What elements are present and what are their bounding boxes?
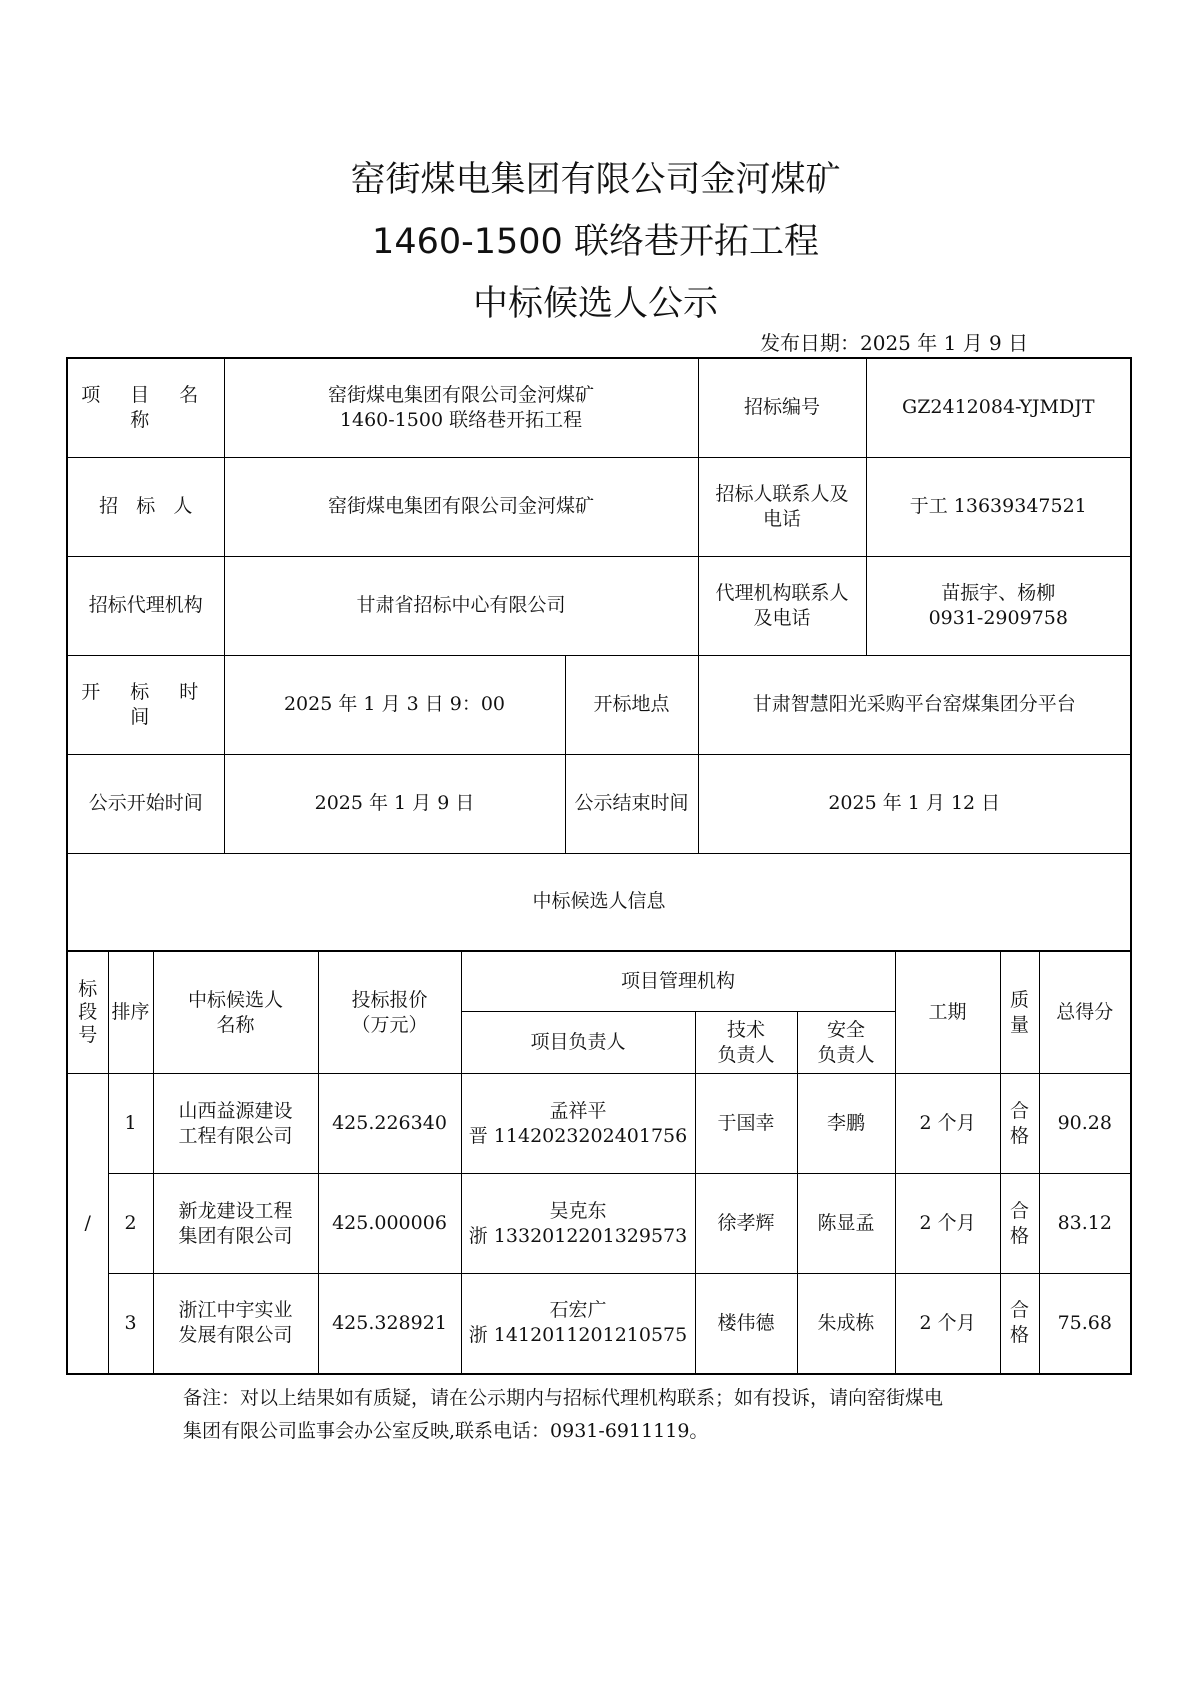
candidate-pm-name: 孟祥平 <box>549 1099 607 1122</box>
candidate-pm <box>461 1174 695 1274</box>
candidate-score: 83.12 <box>1039 1174 1131 1274</box>
candidate-safety: 李鹏 <box>797 1074 895 1174</box>
row-open-time <box>67 655 1131 754</box>
open-place-value: 甘肃智慧阳光采购平台窑煤集团分平台 <box>698 655 1131 754</box>
candidate-safety: 朱成栋 <box>797 1274 895 1374</box>
project-name-value <box>224 358 698 457</box>
tenderer-contact-label-line-2: 电话 <box>763 507 802 530</box>
candidate-quality <box>1000 1274 1039 1374</box>
candidate-rank: 2 <box>108 1174 153 1274</box>
col-section-no-label: 标段号 <box>78 978 98 1046</box>
row-candidates-header <box>67 853 1131 951</box>
candidate-rank: 1 <box>108 1074 153 1174</box>
tenderer-label: 招 标 人 <box>67 457 224 556</box>
tender-no-label: 招标编号 <box>698 358 866 457</box>
col-name <box>153 952 318 1074</box>
col-bid <box>318 952 461 1074</box>
col-safety-line-1: 安全 <box>827 1018 866 1041</box>
candidate-period: 2 个月 <box>895 1274 1000 1374</box>
col-tech <box>695 1012 797 1074</box>
agency-label: 招标代理机构 <box>67 556 224 655</box>
candidate-period: 2 个月 <box>895 1174 1000 1274</box>
tenderer-value: 窑街煤电集团有限公司金河煤矿 <box>224 457 698 556</box>
agency-contact-value <box>866 556 1131 655</box>
col-rank: 排序 <box>108 952 153 1074</box>
col-score: 总得分 <box>1039 952 1131 1074</box>
col-section-no <box>67 952 108 1074</box>
candidate-pm-name: 吴克东 <box>549 1199 607 1222</box>
project-name-line-2: 1460-1500 联络巷开拓工程 <box>339 408 583 431</box>
project-name-label: 项 目 名 称 <box>67 358 224 457</box>
agency-contact-label-line-2: 及电话 <box>753 606 811 629</box>
tenderer-contact-label-line-1: 招标人联系人及 <box>715 482 849 505</box>
candidate-pm-cert: 浙 1332012201329573 <box>468 1224 688 1247</box>
candidate-pm-name: 石宏广 <box>549 1299 607 1322</box>
tenderer-contact-value: 于工 13639347521 <box>866 457 1131 556</box>
col-tech-line-2: 负责人 <box>717 1043 775 1066</box>
publicity-start-value: 2025 年 1 月 9 日 <box>224 754 565 853</box>
row-publicity <box>67 754 1131 853</box>
candidates-header-row-1 <box>67 952 1131 1012</box>
candidate-name-line-2: 发展有限公司 <box>178 1324 293 1347</box>
candidate-quality-value: 合格 <box>1010 1099 1030 1147</box>
publicity-end-label: 公示结束时间 <box>565 754 698 853</box>
candidate-rank: 3 <box>108 1274 153 1374</box>
project-name-line-1: 窑街煤电集团有限公司金河煤矿 <box>328 383 595 406</box>
candidate-quality <box>1000 1074 1039 1174</box>
candidate-bid: 425.226340 <box>318 1074 461 1174</box>
remarks-line-2: 集团有限公司监事会办公室反映,联系电话：0931-6911119。 <box>183 1420 709 1442</box>
col-bid-line-1: 投标报价 <box>351 988 428 1011</box>
col-name-line-1: 中标候选人 <box>187 988 283 1011</box>
col-bid-line-2: （万元） <box>351 1013 428 1036</box>
col-pm-org: 项目管理机构 <box>461 952 895 1012</box>
agency-contact-phone: 0931-2909758 <box>928 606 1068 629</box>
open-time-value: 2025 年 1 月 3 日 9：00 <box>224 655 565 754</box>
title-line-3: 中标候选人公示 <box>472 284 718 324</box>
candidate-pm-cert: 晋 1142023202401756 <box>468 1124 688 1147</box>
candidates-section-title: 中标候选人信息 <box>67 853 1131 951</box>
col-safety <box>797 1012 895 1074</box>
section-no-value: / <box>67 1074 108 1374</box>
col-safety-line-2: 负责人 <box>817 1043 875 1066</box>
agency-contact-label-line-1: 代理机构联系人 <box>715 581 849 604</box>
candidate-name-line-2: 集团有限公司 <box>178 1224 293 1247</box>
candidate-tech: 徐孝辉 <box>695 1174 797 1274</box>
title-line-2: 1460-1500 联络巷开拓工程 <box>372 222 819 262</box>
open-time-label: 开 标 时 间 <box>67 655 224 754</box>
candidate-safety: 陈显孟 <box>797 1174 895 1274</box>
publicity-end-value: 2025 年 1 月 12 日 <box>698 754 1131 853</box>
candidate-quality <box>1000 1174 1039 1274</box>
table-row <box>67 1274 1131 1374</box>
col-quality <box>1000 952 1039 1074</box>
publish-date: 发布日期：2025 年 1 月 9 日 <box>760 331 1029 355</box>
candidate-pm <box>461 1074 695 1174</box>
candidate-name-line-1: 山西益源建设 <box>178 1099 293 1122</box>
candidate-bid: 425.000006 <box>318 1174 461 1274</box>
candidate-pm-cert: 浙 1412011201210575 <box>468 1324 688 1347</box>
row-tenderer <box>67 457 1131 556</box>
candidate-period: 2 个月 <box>895 1074 1000 1174</box>
candidate-name-line-1: 浙江中宇实业 <box>178 1299 293 1322</box>
candidate-bid: 425.328921 <box>318 1274 461 1374</box>
candidate-tech: 楼伟德 <box>695 1274 797 1374</box>
candidate-name <box>153 1274 318 1374</box>
candidates-table <box>66 951 1132 1375</box>
agency-contact-label <box>698 556 866 655</box>
table-row <box>67 1074 1131 1174</box>
remarks-line-1: 备注：对以上结果如有质疑，请在公示期内与招标代理机构联系；如有投诉，请向窑街煤电 <box>183 1387 944 1409</box>
tenderer-contact-label <box>698 457 866 556</box>
remarks-note <box>183 1382 1043 1448</box>
candidate-pm <box>461 1274 695 1374</box>
candidate-name-line-1: 新龙建设工程 <box>178 1199 293 1222</box>
candidate-name-line-2: 工程有限公司 <box>178 1124 293 1147</box>
publicity-start-label: 公示开始时间 <box>67 754 224 853</box>
row-project-name <box>67 358 1131 457</box>
candidate-quality-value: 合格 <box>1010 1299 1030 1347</box>
col-name-line-2: 名称 <box>216 1013 255 1036</box>
title-line-1: 窑街煤电集团有限公司金河煤矿 <box>350 160 841 200</box>
agency-value: 甘肃省招标中心有限公司 <box>224 556 698 655</box>
info-table <box>66 357 1132 952</box>
candidate-score: 75.68 <box>1039 1274 1131 1374</box>
agency-contact-names: 苗振宇、杨柳 <box>941 581 1056 604</box>
table-row <box>67 1174 1131 1274</box>
candidate-quality-value: 合格 <box>1010 1199 1030 1247</box>
col-pm: 项目负责人 <box>461 1012 695 1074</box>
tender-no-value: GZ2412084-YJMDJT <box>866 358 1131 457</box>
col-tech-line-1: 技术 <box>726 1018 765 1041</box>
row-agency <box>67 556 1131 655</box>
candidate-score: 90.28 <box>1039 1074 1131 1174</box>
col-quality-label: 质量 <box>1010 988 1030 1036</box>
open-place-label: 开标地点 <box>565 655 698 754</box>
candidate-name <box>153 1174 318 1274</box>
candidate-tech: 于国幸 <box>695 1074 797 1174</box>
candidate-name <box>153 1074 318 1174</box>
col-period: 工期 <box>895 952 1000 1074</box>
